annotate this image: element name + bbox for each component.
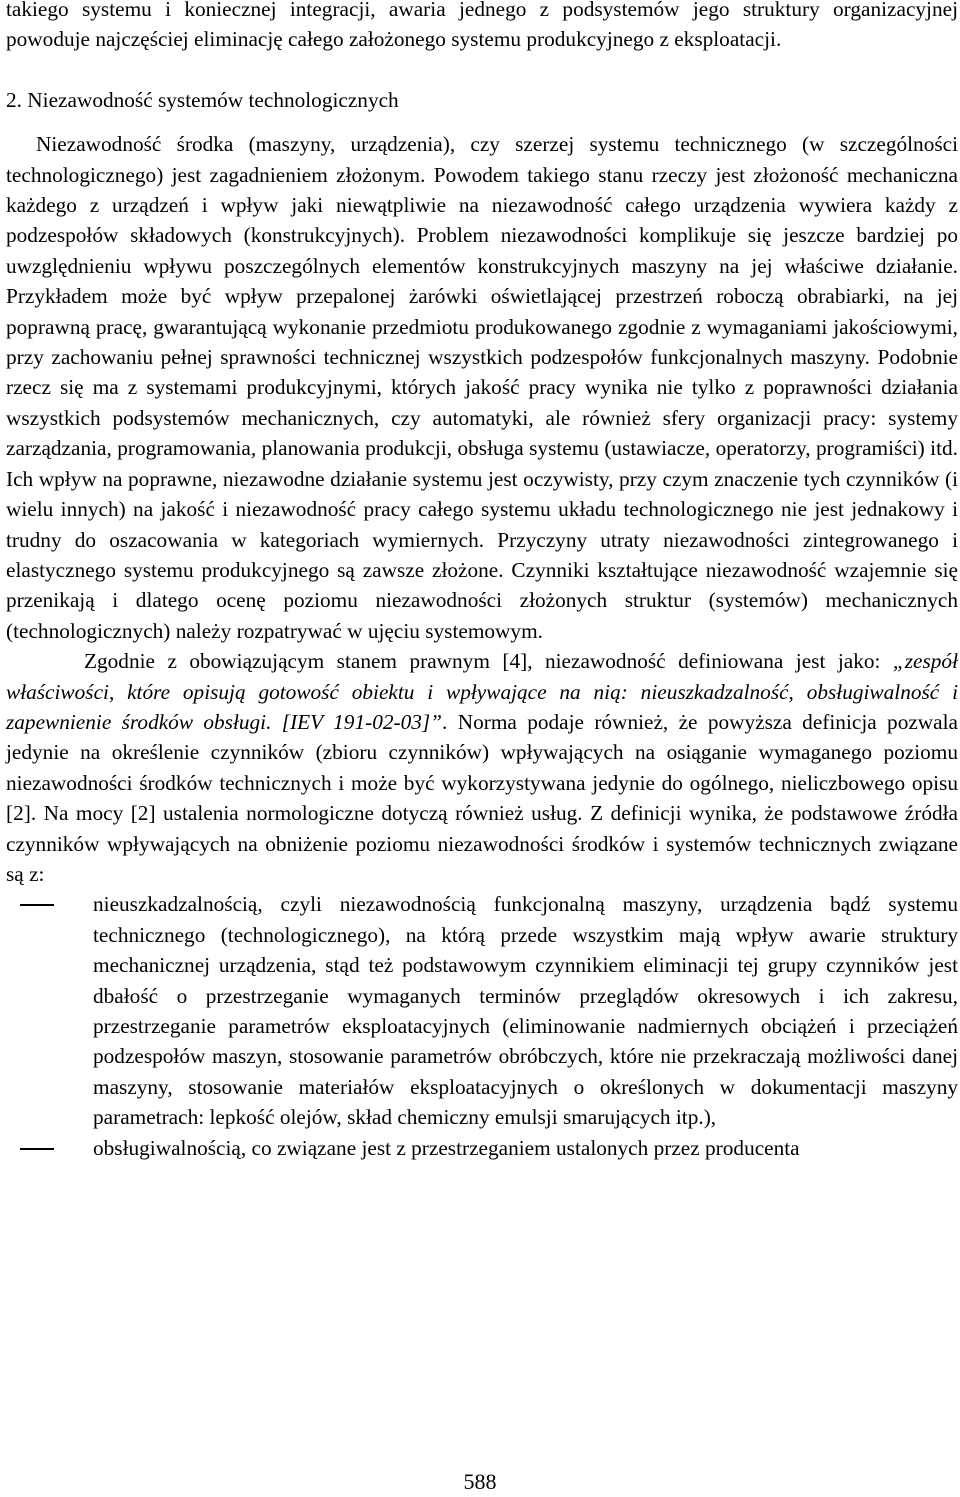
paragraph-definition [6, 646, 958, 889]
paragraph-reliability-intro: Niezawodność środka (maszyny, urządzenia), czy szerzej systemu technicznego (w szczególności technologicznego) jest zagadnieniem złożonym. Powodem takiego stanu rzeczy jest złożoność mechaniczna każdego z urządzeń i wpływ jaki niewątpliwie na niezawodność całego urządzenia wywiera każdy z podzespołów składowych (konstrukcyjnych). Problem niezawodności komplikuje się jeszcze bardziej po uwzględnieniu wpływu poszczególnych elementów konstrukcyjnych maszyny na jej właściwe działanie. Przykładem może być wpływ przepalonej żarówki oświetlającej przestrzeń roboczą obrabiarki, na jej poprawną pracę, gwarantującą wykonanie przedmiotu produkowanego zgodnie z wymaganiami jakościowymi, przy zachowaniu pełnej sprawności technicznej wszystkich podzespołów funkcjonalnych maszyny. Podobnie rzecz się ma z systemami produkcyjnymi, których jakość pracy wynika nie tylko z poprawności działania wszystkich podsystemów mechanicznych, czy automatyki, ale również sfery organizacji pracy: systemy zarządzania, programowania, planowania produkcji, obsługa systemu (ustawiacze, operatorzy, programiści) itd. Ich wpływ na poprawne, niezawodne działanie systemu jest oczywisty, przy czym znaczenie tych czynników (i wielu innych) na jakość i niezawodność pracy całego systemu układu technologicznego nie jest jednakowy i trudny do oszacowania w kategoriach wymiernych. Przyczyny utraty niezawodności zintegrowanego i elastycznego systemu produkcyjnego są zawsze złożone. Czynniki kształtujące niezawodność wzajemnie się przenikają i dlatego ocenę poziomu niezawodności złożonych struktur (systemów) mechanicznych (technologicznych) należy rozpatrywać w ujęciu systemowym. [6, 132, 958, 643]
paragraph-continuation: takiego systemu i koniecznej integracji, awaria jednego z podsystemów jego struktury organizacyjnej powoduje najczęściej eliminację całego założonego systemu produkcyjnego z eksploatacji. [6, 0, 958, 52]
definition-quote: „zespół właściwości, które opisują gotowość obiektu i wpływające na nią: nieuszkadzalność, obsługiwalność i zapewnienie środków obsługi. [IEV 191-02-03]” [6, 649, 958, 734]
dash-bullet-icon [6, 1133, 93, 1163]
list-item-text: obsługiwalnością, co związane jest z przestrzeganiem ustalonych przez producenta [93, 1135, 800, 1160]
definition-tail: . Norma podaje również, że powyższa definicja pozwala jedynie na określenie czynników (zbioru czynników) wpływających na osiąganie wymaganego poziomu niezawodności środków technicznych i może być wykorzystywana jedynie do ogólnego, nieliczbowego opisu [2]. Na mocy [2] ustalenia normologiczne dotyczą również usług. Z definicji wynika, że podstawowe źródła czynników wpływających na obniżenie poziomu niezawodności środków i systemów technicznych związane są z: [6, 709, 958, 886]
list-item-text: nieuszkadzalnością, czyli niezawodnością funkcjonalną maszyny, urządzenia bądź systemu technicznego (technologicznego), na którą przede wszystkim mają wpływ awarie struktury mechanicznej urządzenia, stąd też podstawowym czynnikiem eliminacji tej grupy czynników jest dbałość o przestrzeganie wymaganych terminów przeglądów okresowych i ich zakresu, przestrzeganie parametrów eksploatacyjnych (eliminowanie nadmiernych obciążeń i przeciążeń podzespołów maszyn, stosowanie parametrów obróbczych, które nie przekraczają możliwości danej maszyny, stosowanie materiałów eksploatacyjnych o określonych w dokumentacji maszyny parametrach: lepkość olejów, skład chemiczny emulsji smarujących itp.), [93, 892, 958, 1130]
page-content [6, 0, 958, 1163]
dash-bullet-icon [6, 889, 93, 919]
definition-lead: Zgodnie z obowiązującym stanem prawnym [4], niezawodność definiowana jest jako: [84, 649, 893, 674]
list-item [6, 1133, 958, 1163]
list-item [6, 889, 958, 1132]
section-heading: 2. Niezawodność systemów technologicznych [6, 87, 399, 112]
page-number: 588 [463, 1469, 497, 1494]
factor-list [6, 889, 958, 1163]
